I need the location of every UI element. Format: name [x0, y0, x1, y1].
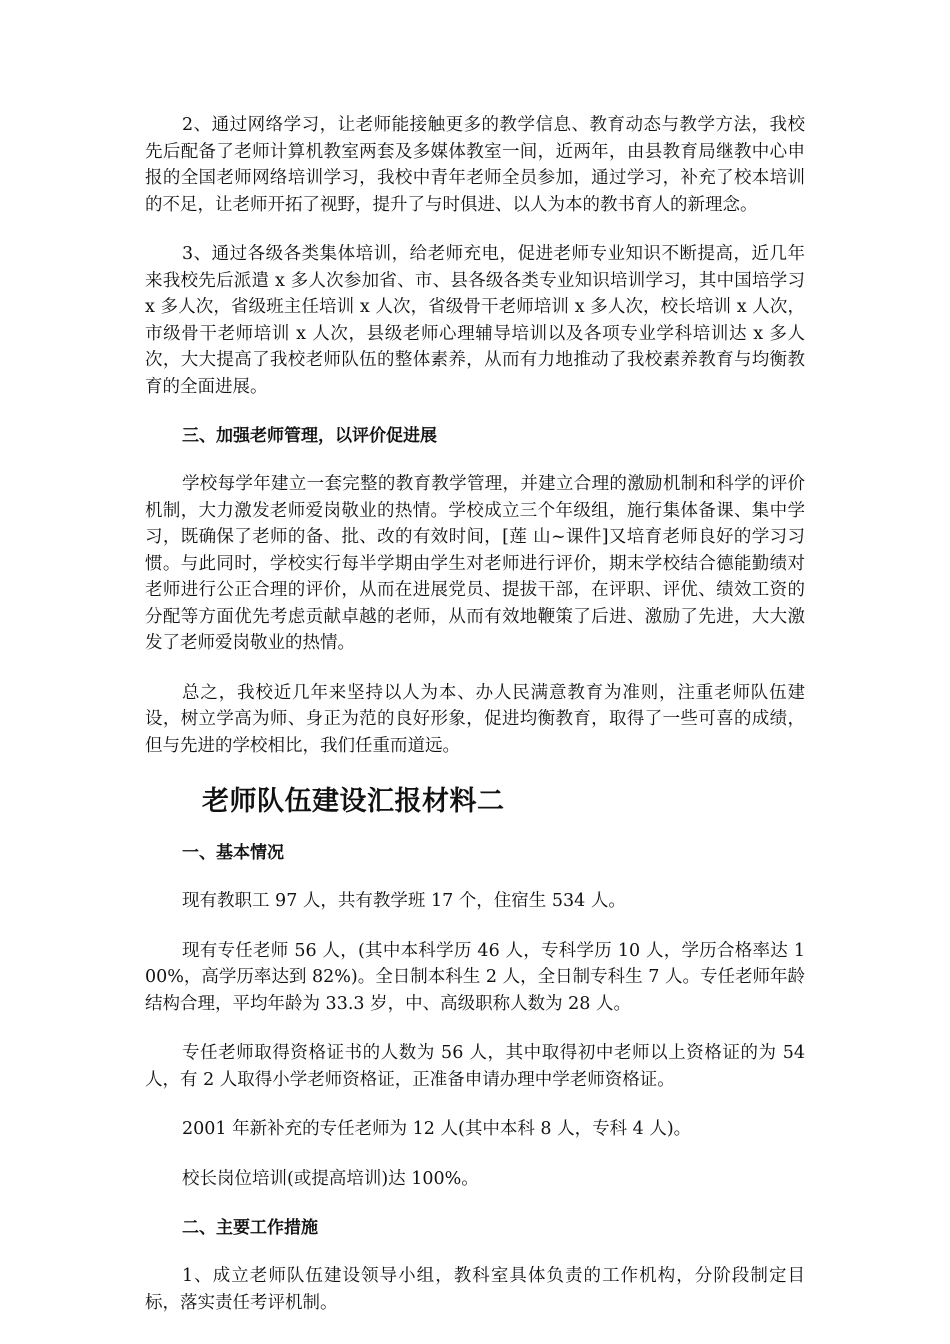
paragraph-summary: 总之，我校近几年来坚持以人为本、办人民满意教育为准则，注重老师队伍建设，树立学高为师、身正为范的良好形象，促进均衡教育，取得了一些可喜的成绩，但与先进的学校相比，我们任重而道远。 — [145, 682, 805, 756]
paragraph-network-learning: 2、通过网络学习，让老师能接触更多的教学信息、教育动态与教学方法，我校先后配备了老师计算机教室两套及多媒体教室一间，近两年，由县教育局继教中心申报的全国老师网络培训学习，我校中青年老师全员参加，通过学习，补充了校本培训的不足，让老师开拓了视野，提升了与时俱进、以人为本的教书育人的新理念。 — [145, 115, 805, 215]
paragraph-principal-training: 校长岗位培训(或提高培训)达 100%。 — [182, 1168, 479, 1189]
section-heading-basic-situation: 一、基本情况 — [182, 843, 284, 863]
document-page — [145, 112, 805, 1339]
paragraph-staff-count: 现有教职工 97 人，共有教学班 17 个，住宿生 534 人。 — [182, 891, 626, 911]
paragraph-new-teachers: 2001 年新补充的专任老师为 12 人(其中本科 8 人，专科 4 人)。 — [182, 1119, 692, 1139]
paragraph-collective-training: 3、通过各级各类集体培训，给老师充电，促进老师专业知识不断提高，近几年来我校先后派遣 x 多人次参加省、市、县各级各类专业知识培训学习，其中国培学习 x 多人次，省级班主任培训 x 人次，省级骨干老师培训 x 多人次，校长培训 x 人次，市级骨干老师培训 x 人次，县级老师心理辅导培训以及各项专业学科培训达 x 多人次，大大提高了我校老师队伍的整体素养，从而有力地推动了我校素养教育与均衡教育的全面进展。 — [145, 244, 805, 397]
section-heading-main-measures: 二、主要工作措施 — [182, 1218, 318, 1238]
document-title: 老师队伍建设汇报材料二 — [202, 786, 505, 817]
paragraph-teacher-education: 现有专任老师 56 人，(其中本科学历 46 人，专科学历 10 人，学历合格率达 100%，高学历率达到 82%)。全日制本科生 2 人，全日制专科生 7 人。专任老师年龄结构合理，平均年龄为 33.3 岁，中、高级职称人数为 28 人。 — [145, 940, 805, 1014]
section-heading-teacher-management: 三、加强老师管理，以评价促进展 — [182, 426, 437, 446]
paragraph-evaluation-mechanism: 学校每学年建立一套完整的教育教学管理，并建立合理的激励机制和科学的评价机制，大力激发老师爱岗敬业的热情。学校成立三个年级组，施行集体备课、集中学习，既确保了老师的备、批、改的有效时间，[莲 山~课件]又培育老师良好的学习习惯。与此同时，学校实行每半学期由学生对老师进行评价，期末学校结合德能勤绩对老师进行公正合理的评价，从而在进展党员、提拔干部，在评职、评优、绩效工资的分配等方面优先考虑贡献卓越的老师，从而有效地鞭策了后进、激励了先进，大大激发了老师爱岗敬业的热情。 — [145, 474, 805, 653]
paragraph-leadership-group: 1、成立老师队伍建设领导小组，教科室具体负责的工作机构，分阶段制定目标，落实责任考评机制。 — [145, 1266, 805, 1313]
paragraph-qualification-certificates: 专任老师取得资格证书的人数为 56 人，其中取得初中老师以上资格证的为 54 人，有 2 人取得小学老师资格证，正准备申请办理中学老师资格证。 — [145, 1043, 805, 1090]
